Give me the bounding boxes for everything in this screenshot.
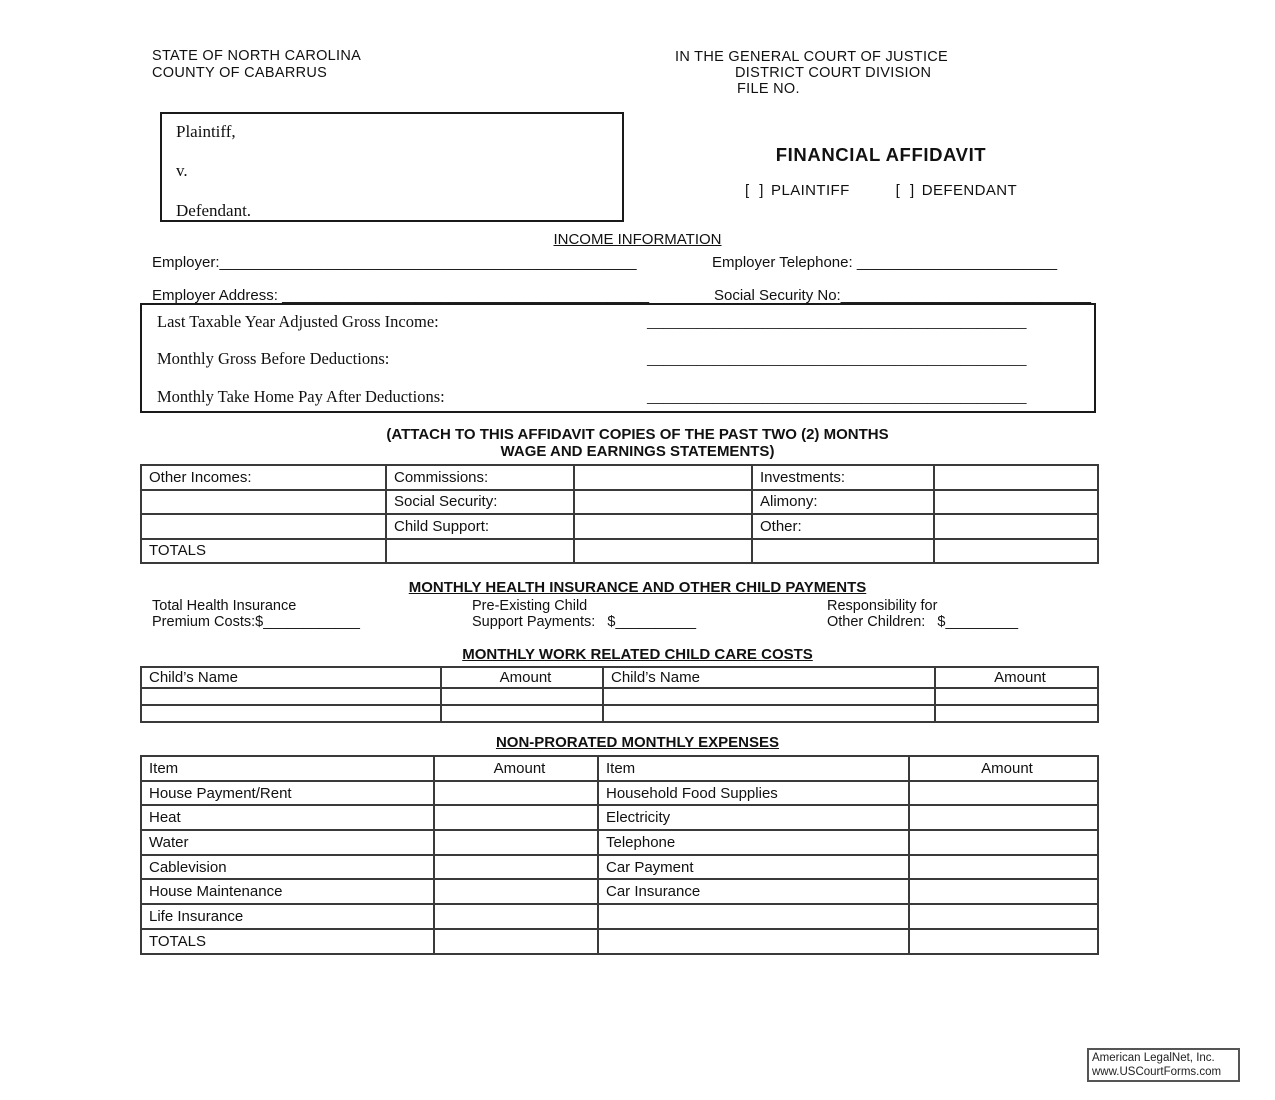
table-cell: Commissions: — [386, 465, 574, 490]
header-court-division: DISTRICT COURT DIVISION — [735, 65, 932, 81]
versus-label: v. — [176, 161, 188, 180]
childcare-heading-wrap — [0, 646, 1275, 664]
header-state: STATE OF NORTH CAROLINA — [152, 48, 362, 64]
party-checkbox-row — [660, 182, 1102, 199]
income-section — [0, 231, 1275, 249]
table-cell: Life Insurance — [141, 904, 434, 929]
table-cell[interactable] — [141, 705, 441, 722]
other-incomes-table — [140, 464, 1099, 564]
plaintiff-checkbox-brackets[interactable]: [ ] — [744, 182, 767, 199]
gross-income-blank-line[interactable]: ______________________________________________ — [647, 312, 1027, 331]
defendant-label: Defendant. — [176, 201, 252, 220]
health-col-2 — [472, 598, 696, 630]
table-cell[interactable] — [386, 539, 574, 564]
table-cell[interactable] — [934, 539, 1098, 564]
table-cell[interactable] — [434, 781, 598, 806]
table-cell: Household Food Supplies — [598, 781, 909, 806]
table-cell[interactable] — [574, 539, 752, 564]
plaintiff-label: Plaintiff, — [176, 122, 236, 141]
title-area — [660, 144, 1102, 166]
table-cell[interactable] — [434, 929, 598, 954]
take-home-pay-blank-line[interactable]: ______________________________________________ — [647, 387, 1027, 406]
health-col3-line1: Responsibility for — [827, 598, 938, 614]
table-header-cell: Child’s Name — [603, 667, 935, 688]
table-cell: Cablevision — [141, 855, 434, 880]
table-cell[interactable] — [574, 514, 752, 539]
table-cell: Child Support: — [386, 514, 574, 539]
table-cell[interactable] — [434, 805, 598, 830]
health-col-3 — [827, 598, 1018, 630]
table-cell: Car Payment — [598, 855, 909, 880]
table-cell[interactable] — [434, 904, 598, 929]
table-cell[interactable] — [909, 929, 1098, 954]
table-header-cell: Amount — [434, 756, 598, 781]
table-header-cell: Item — [598, 756, 909, 781]
table-cell[interactable] — [752, 539, 934, 564]
table-cell[interactable] — [603, 705, 935, 722]
employer-row-right — [712, 254, 1057, 271]
table-cell[interactable] — [935, 688, 1098, 705]
vendor-url: www.USCourtForms.com — [1092, 1065, 1222, 1078]
table-cell[interactable] — [141, 514, 386, 539]
childcare-heading: MONTHLY WORK RELATED CHILD CARE COSTS — [462, 646, 813, 663]
table-cell: Water — [141, 830, 434, 855]
table-cell: TOTALS — [141, 539, 386, 564]
health-col1-line2[interactable]: Premium Costs:$____________ — [152, 614, 360, 630]
table-header-cell: Item — [141, 756, 434, 781]
table-cell[interactable] — [909, 879, 1098, 904]
health-col3-line2[interactable]: Other Children: $_________ — [827, 614, 1019, 630]
employer-telephone-blank-line[interactable]: ________________________ — [856, 254, 1058, 271]
expenses-heading-wrap — [0, 734, 1275, 752]
ssn-blank-line[interactable]: ______________________________ — [840, 287, 1091, 304]
plaintiff-checkbox-label: PLAINTIFF — [771, 182, 850, 199]
table-cell: Other Incomes: — [141, 465, 386, 490]
table-cell[interactable] — [441, 688, 603, 705]
form-title: FINANCIAL AFFIDAVIT — [775, 144, 987, 165]
table-cell: Alimony: — [752, 490, 934, 515]
table-cell[interactable] — [934, 490, 1098, 515]
ssn-label: Social Security No: — [714, 287, 841, 304]
health-col1-line1: Total Health Insurance — [152, 598, 297, 614]
table-header-cell: Amount — [441, 667, 603, 688]
header-file-no: FILE NO. — [737, 81, 800, 97]
table-cell[interactable] — [434, 855, 598, 880]
table-header-cell: Amount — [909, 756, 1098, 781]
table-cell[interactable] — [909, 904, 1098, 929]
employer-label: Employer: — [152, 254, 220, 271]
table-cell: Social Security: — [386, 490, 574, 515]
employer-blank-line[interactable]: __________________________________________________ — [219, 254, 637, 271]
table-cell[interactable] — [141, 490, 386, 515]
party-caption-box — [160, 112, 624, 222]
header-court-justice: IN THE GENERAL COURT OF JUSTICE — [675, 49, 949, 65]
table-cell: Electricity — [598, 805, 909, 830]
gross-income-label: Last Taxable Year Adjusted Gross Income: — [157, 312, 439, 331]
employer-telephone-label: Employer Telephone: — [712, 254, 853, 271]
defendant-checkbox[interactable] — [896, 182, 1017, 199]
table-cell[interactable] — [598, 929, 909, 954]
employer-address-blank-line[interactable]: ____________________________________________ — [282, 287, 650, 304]
address-row-right — [714, 287, 1091, 304]
table-cell[interactable] — [934, 465, 1098, 490]
table-cell: Other: — [752, 514, 934, 539]
table-cell[interactable] — [574, 490, 752, 515]
childcare-table — [140, 666, 1099, 723]
take-home-pay-label: Monthly Take Home Pay After Deductions: — [157, 387, 445, 406]
vendor-footer-box — [1087, 1048, 1240, 1082]
attach-notice-line1: (ATTACH TO THIS AFFIDAVIT COPIES OF THE PAST TWO (2) MONTHS — [386, 426, 889, 443]
table-cell: Car Insurance — [598, 879, 909, 904]
table-cell[interactable] — [909, 855, 1098, 880]
health-col2-line1: Pre-Existing Child — [472, 598, 588, 614]
table-cell[interactable] — [909, 781, 1098, 806]
health-section-heading-wrap — [0, 579, 1275, 597]
table-cell[interactable] — [934, 514, 1098, 539]
attach-notice-line2-wrap — [0, 443, 1275, 461]
defendant-checkbox-brackets[interactable]: [ ] — [895, 182, 918, 199]
table-cell[interactable] — [598, 904, 909, 929]
employer-row-left — [152, 254, 637, 271]
table-cell[interactable] — [141, 688, 441, 705]
table-header-cell: Child’s Name — [141, 667, 441, 688]
health-section-heading: MONTHLY HEALTH INSURANCE AND OTHER CHILD PAYMENTS — [408, 579, 867, 596]
monthly-gross-blank-line[interactable]: ______________________________________________ — [647, 349, 1027, 368]
table-cell[interactable] — [434, 879, 598, 904]
table-cell[interactable] — [935, 705, 1098, 722]
header-county: COUNTY OF CABARRUS — [152, 65, 328, 81]
defendant-checkbox-label: DEFENDANT — [921, 182, 1018, 199]
table-cell: House Maintenance — [141, 879, 434, 904]
table-cell[interactable] — [603, 688, 935, 705]
income-amounts-box — [140, 303, 1096, 413]
table-cell[interactable] — [434, 830, 598, 855]
income-heading: INCOME INFORMATION — [553, 231, 722, 248]
plaintiff-checkbox[interactable] — [745, 182, 850, 199]
table-cell: Telephone — [598, 830, 909, 855]
table-cell[interactable] — [909, 830, 1098, 855]
table-cell: Investments: — [752, 465, 934, 490]
expenses-table — [140, 755, 1099, 955]
attach-notice-line1-wrap — [0, 426, 1275, 444]
expenses-heading: NON-PRORATED MONTHLY EXPENSES — [495, 734, 780, 751]
address-row-left — [152, 287, 649, 304]
vendor-name: American LegalNet, Inc. — [1092, 1052, 1215, 1064]
table-cell: TOTALS — [141, 929, 434, 954]
table-cell[interactable] — [441, 705, 603, 722]
employer-address-label: Employer Address: — [152, 287, 278, 304]
table-cell[interactable] — [909, 805, 1098, 830]
table-cell[interactable] — [574, 465, 752, 490]
table-cell: Heat — [141, 805, 434, 830]
table-header-cell: Amount — [935, 667, 1098, 688]
health-col-1 — [152, 598, 360, 630]
monthly-gross-label: Monthly Gross Before Deductions: — [157, 349, 390, 368]
attach-notice-line2: WAGE AND EARNINGS STATEMENTS) — [500, 443, 775, 460]
table-cell: House Payment/Rent — [141, 781, 434, 806]
health-col2-line2[interactable]: Support Payments: $__________ — [472, 614, 697, 630]
court-header-left — [152, 48, 361, 82]
